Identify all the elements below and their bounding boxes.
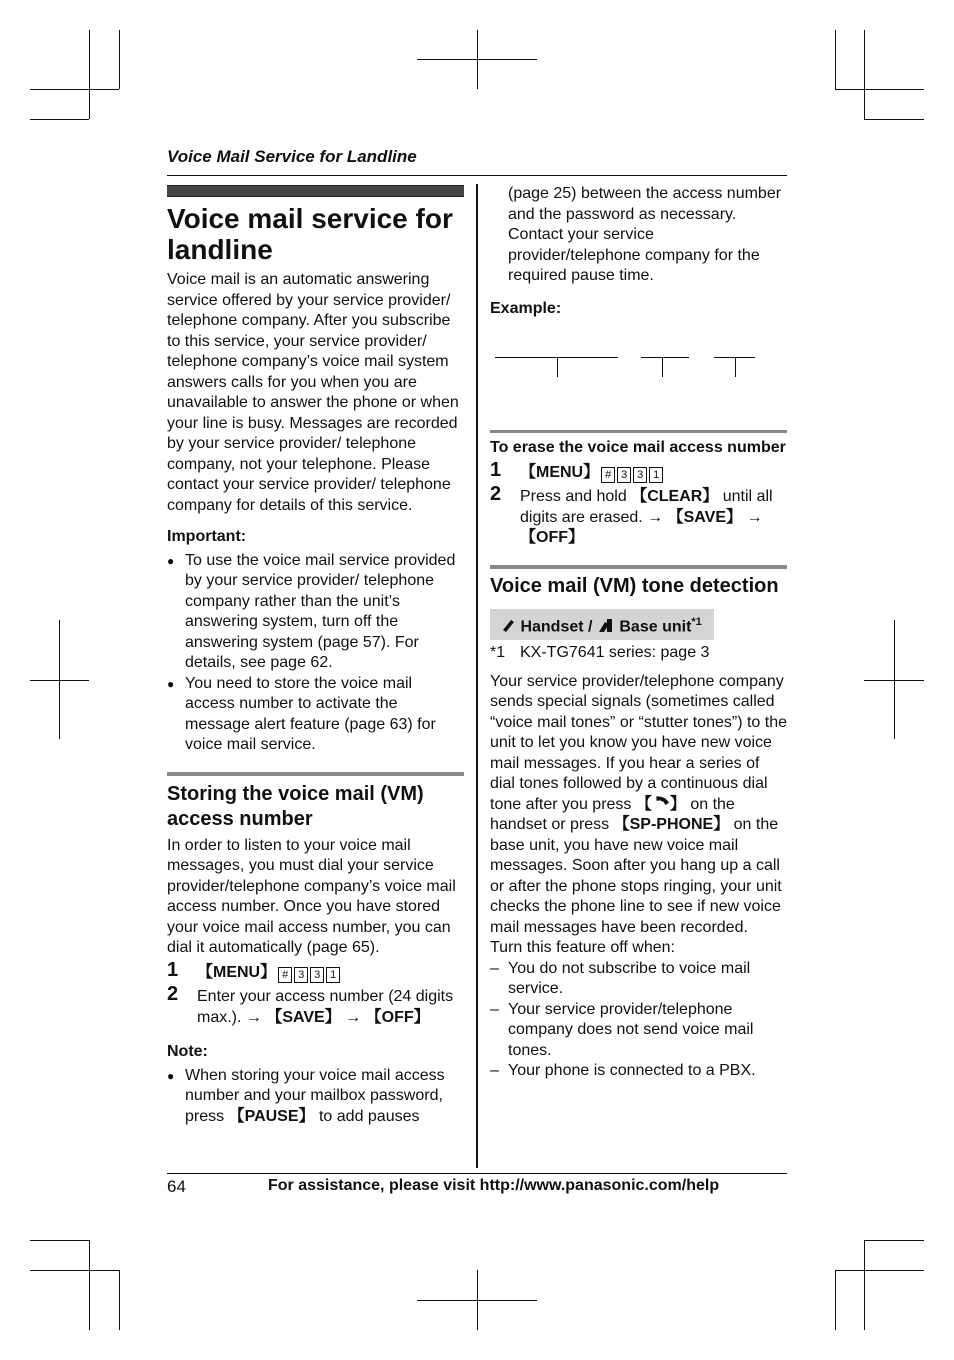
page-title: Voice mail service for landline bbox=[167, 203, 453, 265]
arrow-icon: → bbox=[742, 508, 763, 526]
clear-key: 【CLEAR】 bbox=[631, 488, 719, 505]
note-label: Note: bbox=[167, 1043, 208, 1060]
digit-key: 1 bbox=[649, 467, 663, 483]
section-bar bbox=[167, 185, 464, 197]
tone-heading: Voice mail (VM) tone detection bbox=[490, 574, 779, 597]
step-number: 1 bbox=[167, 958, 179, 981]
menu-key: 【MENU】 bbox=[520, 463, 600, 481]
storing-paragraph: In order to listen to your voice mail messages, you must dial your service provider/telephone company’s voice mail access number. Once you have stored your voice mail access number, you can dial it automatically (page 65). bbox=[167, 836, 456, 956]
right-column bbox=[490, 184, 787, 1082]
list-item: – Your service provider/telephone company does not send voice mail tones. bbox=[490, 1000, 787, 1062]
step-number: 2 bbox=[167, 983, 179, 1005]
pause-key: 【PAUSE】 bbox=[228, 1107, 315, 1125]
step-2 bbox=[167, 983, 464, 1028]
example-label: Example: bbox=[490, 299, 562, 317]
save-key: 【SAVE】 bbox=[266, 1008, 341, 1026]
section-rule bbox=[167, 772, 464, 776]
turn-off-list bbox=[490, 959, 787, 1082]
sp-phone-key: 【SP-PHONE】 bbox=[613, 816, 730, 834]
erase-step-1 bbox=[490, 458, 787, 484]
header-rule bbox=[167, 175, 787, 176]
digit-key: 3 bbox=[633, 467, 647, 483]
footnote: *1 KX-TG7641 series: page 3 bbox=[490, 644, 710, 662]
section-rule bbox=[490, 565, 787, 569]
help-link-text: For assistance, please visit http://www.panasonic.com/help bbox=[268, 1177, 720, 1194]
off-key: 【OFF】 bbox=[520, 529, 584, 546]
example-diagram bbox=[490, 322, 787, 430]
storing-heading: Storing the voice mail (VM) access number bbox=[167, 782, 424, 830]
hash-key: # bbox=[601, 467, 615, 483]
digit-key: 3 bbox=[294, 967, 308, 983]
mode-badge: Handset / Base unit$^{*1}$ bbox=[490, 609, 714, 641]
menu-key: 【MENU】 bbox=[197, 963, 277, 981]
step-1 bbox=[167, 958, 464, 984]
digit-key: 1 bbox=[326, 967, 340, 983]
list-item: – You do not subscribe to voice mail service. bbox=[490, 959, 787, 1000]
page-number: 64 bbox=[167, 1177, 186, 1196]
running-head: Voice Mail Service for Landline bbox=[167, 147, 417, 166]
save-key: 【SAVE】 bbox=[667, 508, 743, 526]
footer-rule bbox=[167, 1173, 787, 1174]
important-label: Important: bbox=[167, 528, 247, 545]
list-item: ● You need to store the voice mail access number to activate the message alert feature (page 63) for voice mail service. bbox=[167, 674, 464, 756]
erase-step-2: 2 Press and hold 【CLEAR】 until all digits are erased. → 【SAVE】 → 【OFF】 bbox=[490, 483, 773, 546]
hash-key: # bbox=[278, 967, 292, 983]
tone-paragraph: Your service provider/telephone company sends special signals (sometimes called “voice mail tones” or “stutter tones”) to the unit to let you know you have new voice mail messages. If you hear a series of dial tones followed by a continuous dial tone after you press 【 】 on the handset or press 【SP-PHONE】 on the base unit, you have new voice mail messages. Soon after you hang up a call or after the phone stops ringing, your unit checks the phone line to see if new voice mail messages have been recorded. bbox=[490, 672, 787, 936]
important-list bbox=[167, 551, 464, 756]
turn-off-text: Turn this feature off when: bbox=[490, 939, 675, 957]
handset-icon bbox=[500, 617, 516, 633]
arrow-icon: → bbox=[241, 1008, 267, 1026]
continued-note: (page 25) between the access number and the password as necessary. Contact your service provider/telephone company for the required pause time. bbox=[508, 185, 782, 284]
step-text: Enter your access number (24 digits max.). bbox=[197, 988, 454, 1026]
digit-key: 3 bbox=[617, 467, 631, 483]
base-unit-icon bbox=[597, 617, 615, 633]
step-number: 2 bbox=[490, 483, 502, 505]
step-number: 1 bbox=[490, 458, 502, 481]
digit-key: 3 bbox=[310, 967, 324, 983]
list-item: ● When storing your voice mail access number and your mailbox password, press 【PAUSE】 to add pauses bbox=[167, 1066, 464, 1128]
arrow-icon: → bbox=[642, 508, 668, 526]
arrow-icon: → bbox=[340, 1008, 366, 1026]
intro-paragraph: Voice mail is an automatic answering service offered by your service provider/ telephone company. After you subscribe to this service, your service provider/ telephone company’s voice mail system answers calls for you when you are unavailable to answer the phone or when your line is busy. Messages are recorded by your service provider/ telephone company, not your telephone. Please contact your service provider/ telephone company for details of this service. bbox=[167, 271, 459, 514]
list-item: ● To use the voice mail service provided by your service provider/ telephone company rather than the unit’s answering system, turn off the answering system (page 57). For details, see page 62. bbox=[167, 551, 464, 674]
column-divider bbox=[476, 184, 478, 1168]
section-rule bbox=[490, 430, 787, 433]
left-column bbox=[167, 185, 464, 1127]
list-item: – Your phone is connected to a PBX. bbox=[490, 1061, 787, 1082]
off-key: 【OFF】 bbox=[365, 1008, 430, 1026]
talk-key-icon bbox=[652, 796, 670, 810]
erase-heading: To erase the voice mail access number bbox=[490, 439, 786, 456]
note-list bbox=[167, 1066, 464, 1128]
